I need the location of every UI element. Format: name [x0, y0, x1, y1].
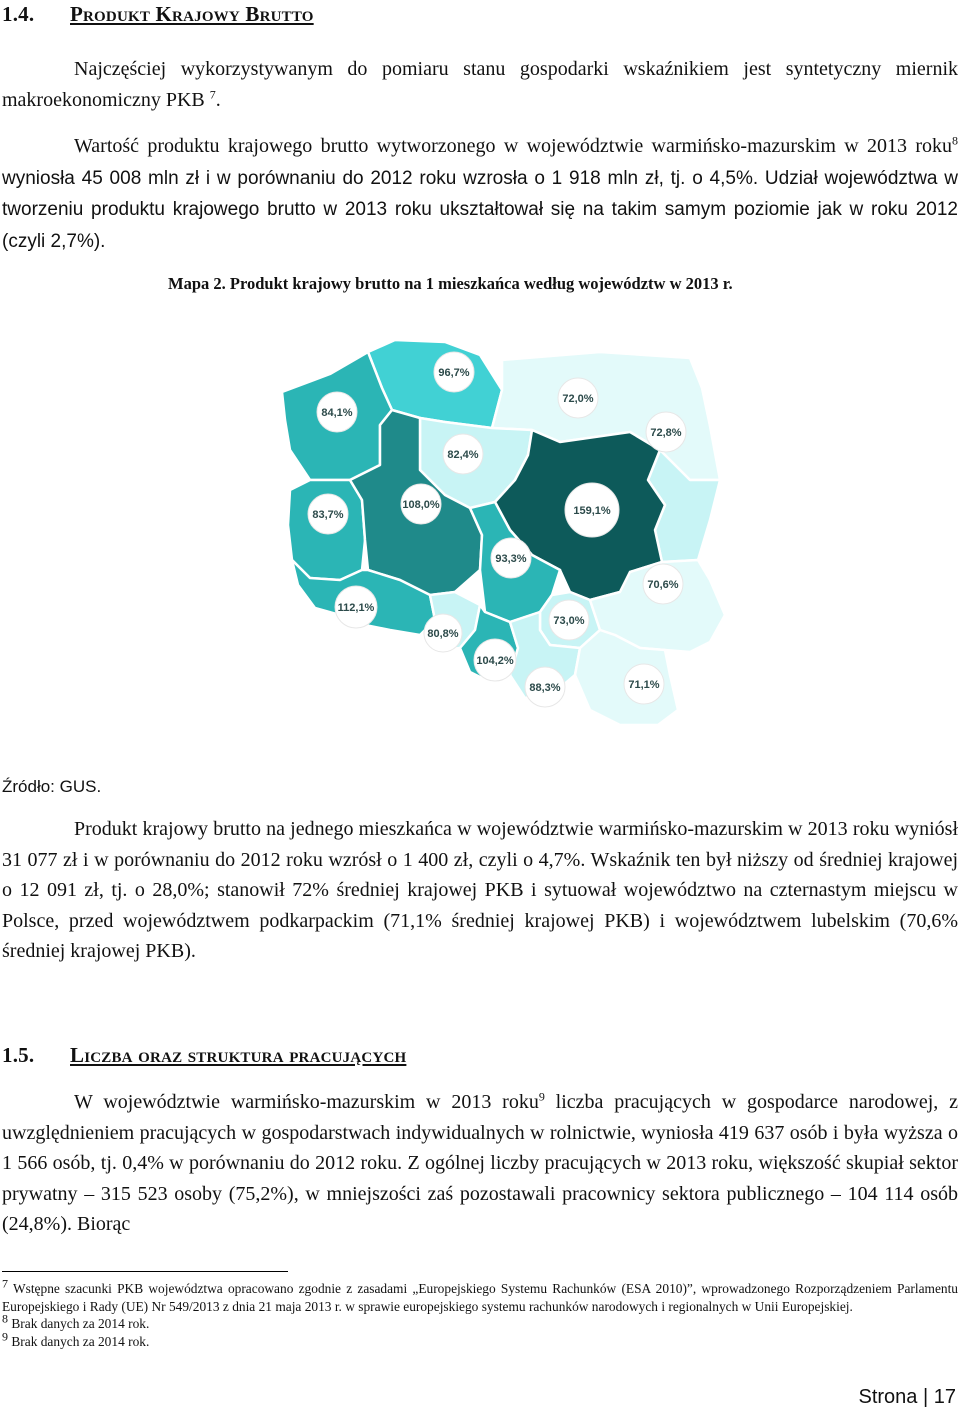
page-footer [858, 1386, 956, 1409]
label-podkarpackie: 71,1% [628, 679, 660, 691]
section-number: 1.5. [2, 1043, 35, 1067]
label-podlaskie: 72,8% [650, 427, 682, 439]
footnote-separator [2, 1271, 288, 1272]
employment-paragraph: W województwie warmińsko-mazurskim w 2013 roku$^9$ liczba pracujących w gospodarce narodowej, z uwzględnieniem pracujących w gospodarstwach indywidualnych w rolnictwie, wyniosła 419 637 osób i była wyższa o 1 566 osób, tj. 0,4% w porównaniu do 2012 roku. Z ogólnej liczby pracujących w 2013 roku, większość skupiał sektor prywatny – 315 523 osoby (75,2%), w mniejszości zaś pozostawali pracownicy sektora publicznego – 104 114 osób (24,8%). Biorąc [2, 1089, 959, 1235]
intro-paragraph: Najczęściej wykorzystywanym do pomiaru stanu gospodarki wskaźnikiem jest syntetyczny miernik makroekonomiczny PKB $^7$. [2, 58, 958, 111]
gdp-value-paragraph: Wartość produktu krajowego brutto wytworzonego w województwie warmińsko-mazurskim w 2013 roku$^8$ wyniosła 45 008 mln zł i w porównaniu do 2012 roku wzrosła o 1 918 mln zł, tj. o 4,5%. Udział województwa w tworzeniu produktu krajowego brutto w 2013 roku ukształtował się na takim samym poziomie jak w roku 2012 (czyli 2,7%). [2, 133, 958, 252]
footnote-9: $^9$ Brak danych za 2014 rok. [2, 1329, 150, 1349]
voivodeship-gdp-map [270, 330, 740, 760]
label-lodzkie: 93,3% [495, 553, 527, 565]
label-zachodniopomorskie: 84,1% [321, 407, 353, 419]
map-caption: Mapa 2. Produkt krajowy brutto na 1 mieszkańca według województw w 2013 r. [168, 274, 733, 293]
label-dolnoslaskie: 112,1% [337, 602, 375, 614]
label-swietokrzyskie: 73,0% [553, 615, 585, 627]
page-label: Strona [858, 1386, 918, 1408]
footnotes [2, 1276, 958, 1350]
page-number: 17 [933, 1386, 956, 1408]
footnote-7: $^7$ Wstępne szacunki PKB województwa opracowano zgodnie z zasadami „Europejskiego Systemu Rachunków (ESA 2010)”, wprowadzonego Rozporządzeniem Parlamentu Europejskiego i Rady (UE) Nr 549/2013 z dnia 21 maja 2013 r. w sprawie europejskiego systemu rachunków narodowych i regionalnych w Unii Europejskiej. [2, 1276, 958, 1314]
footnote-8: $^8$ Brak danych za 2014 rok. [2, 1311, 150, 1331]
label-slaskie: 104,2% [476, 655, 514, 667]
label-pomorskie: 96,7% [438, 367, 470, 379]
label-kujawsko-pomorskie: 82,4% [447, 449, 479, 461]
section-heading-1-4 [2, 2, 314, 27]
label-opolskie: 80,8% [427, 628, 459, 640]
footnote-ref-7[interactable]: 7 [209, 86, 216, 101]
section-title: Produkt Krajowy Brutto [70, 2, 314, 26]
section-title: Liczba oraz struktura pracujących [70, 1043, 407, 1067]
gdp-per-capita-paragraph: Produkt krajowy brutto na jednego mieszkańca w województwie warmińsko-mazurskim w 2013 roku wyniósł 31 077 zł i w porównaniu do 2012 roku wzrósł o 1 400 zł, czyli o 4,7%. Wskaźnik ten był niższy od średniej krajowej o 12 091 zł, tj. o 28,0%; stanowił 72% średniej krajowej PKB i sytuował województwo na czternastym miejscu w Polsce, przed województwem podkarpackim (71,1% średniej krajowej PKB) i województwem lubelskim (70,6% średniej krajowej PKB). [2, 818, 958, 962]
label-malopolskie: 88,3% [529, 682, 561, 694]
label-wielkopolskie: 108,0% [402, 499, 440, 511]
page-separator: | [922, 1386, 929, 1408]
footnote-ref-9[interactable]: 9 [538, 1089, 545, 1104]
label-lubelskie: 70,6% [647, 579, 679, 591]
label-warminsko-mazurskie: 72,0% [562, 393, 594, 405]
label-lubuskie: 83,7% [312, 509, 344, 521]
footnote-ref-8[interactable]: 8 [952, 133, 958, 148]
section-heading-1-5 [2, 1043, 406, 1068]
label-mazowieckie: 159,1% [573, 505, 611, 517]
map-source: Źródło: GUS. [2, 777, 102, 796]
section-number: 1.4. [2, 2, 35, 26]
